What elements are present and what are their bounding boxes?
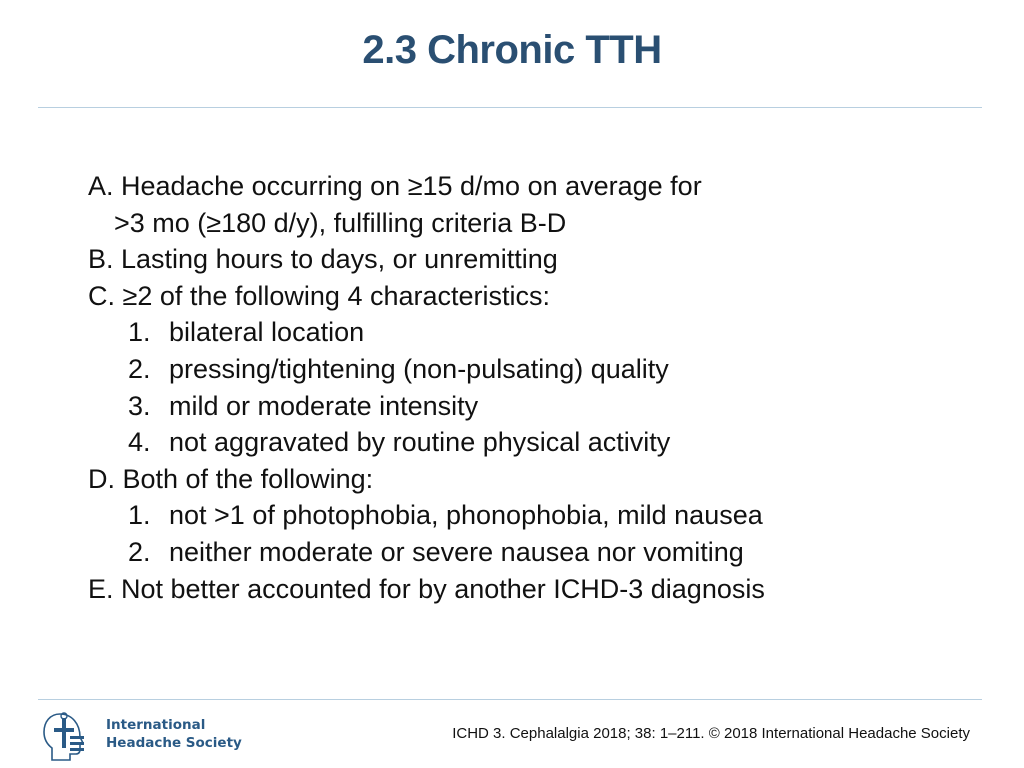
logo-line-2: Headache Society	[106, 735, 242, 751]
criterion-c-item	[88, 314, 968, 351]
item-text: neither moderate or severe nausea nor vomiting	[169, 536, 744, 567]
criterion-d-item	[88, 497, 968, 534]
slide-title: 2.3 Chronic TTH	[362, 28, 662, 72]
item-number: 1.	[128, 500, 151, 531]
item-text: bilateral location	[169, 317, 365, 348]
citation: ICHD 3. Cephalalgia 2018; 38: 1–211. © 2018 International Headache Society	[452, 725, 970, 742]
item-text: not >1 of photophobia, phonophobia, mild nausea	[169, 500, 763, 531]
item-number: 4.	[128, 427, 151, 458]
criterion-b: B. Lasting hours to days, or unremitting	[88, 244, 558, 275]
criterion-a: A. Headache occurring on ≥15 d/mo on average for	[88, 171, 702, 201]
footer-divider	[38, 699, 982, 700]
item-number: 2.	[128, 536, 151, 567]
item-number: 1.	[128, 317, 151, 348]
item-number: 3.	[128, 390, 151, 421]
criterion-c: C. ≥2 of the following 4 characteristics:	[88, 280, 551, 311]
criterion-a-continuation: >3 mo (≥180 d/y), fulfilling criteria B-D	[114, 207, 567, 238]
ihs-head-logo-icon	[40, 708, 102, 764]
criterion-d-item	[88, 534, 968, 571]
item-text: pressing/tightening (non-pulsating) quality	[169, 353, 669, 384]
title-divider	[38, 107, 982, 108]
ihs-logo	[40, 708, 242, 764]
criterion-c-item	[88, 424, 968, 461]
item-text: not aggravated by routine physical activity	[169, 427, 671, 458]
logo-line-1: International	[106, 717, 206, 733]
logo-wordmark	[106, 716, 242, 752]
criterion-c-item	[88, 351, 968, 388]
criteria-list	[88, 168, 968, 607]
criterion-d: D. Both of the following:	[88, 463, 374, 494]
criterion-e: E. Not better accounted for by another ICHD-3 diagnosis	[88, 573, 765, 604]
item-text: mild or moderate intensity	[169, 390, 479, 421]
criterion-c-item	[88, 388, 968, 425]
item-number: 2.	[128, 353, 151, 384]
